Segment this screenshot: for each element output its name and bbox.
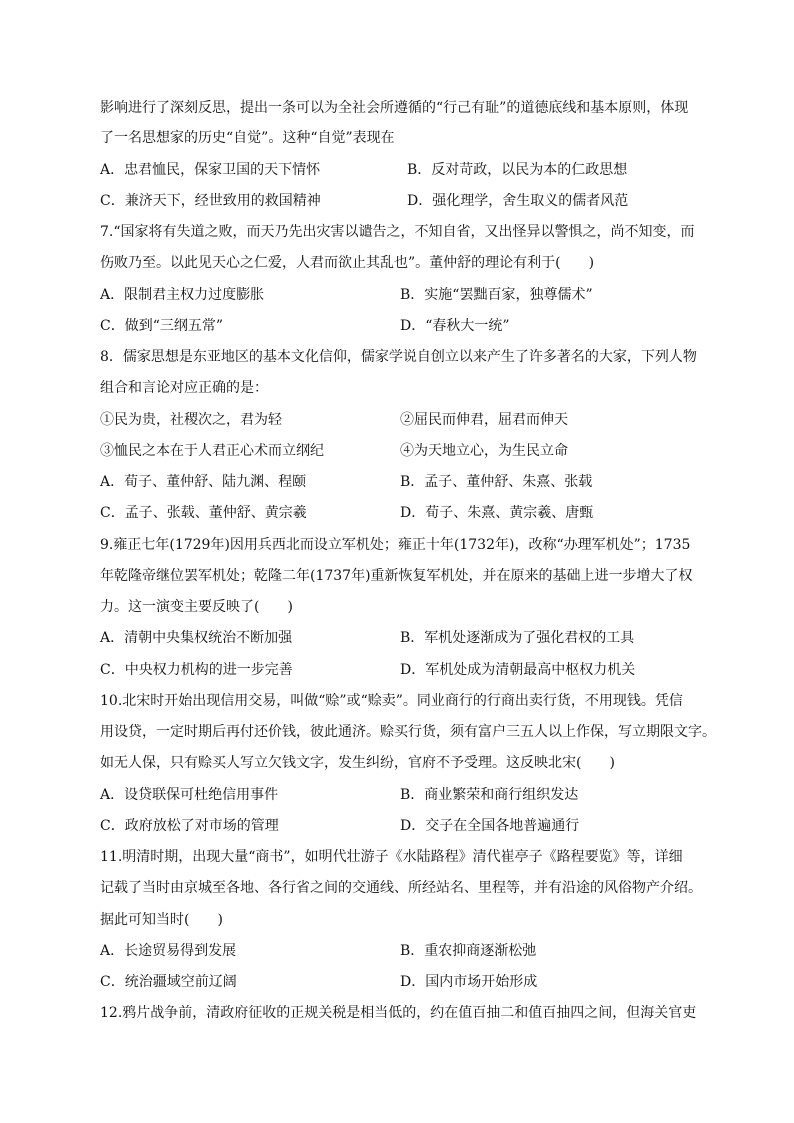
q7-option-b: B．实施“罢黜百家，独尊儒术” [400,287,593,303]
q9-option-b: B．军机处逐渐成为了强化君权的工具 [400,630,635,646]
q9-stem-line-2: 年乾隆帝继位罢军机处；乾隆二年(1737年)重新恢复军机处，并在原来的基础上进一步增大了权 [100,568,693,584]
q11-stem-line-2: 记载了当时由京城至各地、各行省之间的交通线、所经站名、里程等，并有沿途的风俗物产介绍。 [100,880,702,896]
q6-option-b: B．反对苛政，以民为本的仁政思想 [407,162,628,178]
q8-stem-line-1: 8．儒家思想是东亚地区的基本文化信仰，儒家学说自创立以来产生了许多著名的大家，下列人物 [100,349,697,365]
q9-stem-line-3: 力。这一演变主要反映了( ) [100,599,293,615]
q8-option-a: A．荀子、董仲舒、陆九渊、程颐 [100,474,307,490]
q8-item-2: ②屈民而伸君，屈君而伸天 [400,412,568,428]
q11-option-b: B．重农抑商逐渐松弛 [400,943,537,959]
q10-option-d: D．交子在全国各地普遍通行 [400,818,580,834]
q9-option-a: A．清朝中央集权统治不断加强 [100,630,293,646]
q10-option-b: B．商业繁荣和商行组织发达 [400,787,579,803]
q8-item-3: ③恤民之本在于人君正心术而立纲纪 [100,443,324,459]
q7-stem-line-1: 7.“国家将有失道之败，而天乃先出灾害以谴告之，不知自省，又出怪异以警惧之，尚不知变，而 [100,224,695,240]
q8-item-1: ①民为贵，社稷次之，君为轻 [100,412,282,428]
q9-option-d: D．军机处成为清朝最高中枢权力机关 [400,662,636,678]
intro-line-2: 了一名思想家的历史“自觉”。这种“自觉”表现在 [100,130,395,146]
q6-option-a: A．忠君恤民，保家卫国的天下情怀 [100,162,321,178]
q11-option-a: A．长途贸易得到发展 [100,943,237,959]
q7-option-c: C．做到“三纲五常” [100,318,224,334]
q8-item-4: ④为天地立心，为生民立命 [400,443,568,459]
q11-stem-line-3: 据此可知当时( ) [100,912,223,928]
q11-stem-line-1: 11.明清时期，出现大量“商书”，如明代壮游子《水陆路程》清代崔亭子《路程要览》等，详细 [100,849,683,865]
q8-option-c: C．孟子、张载、董仲舒、黄宗羲 [100,505,307,521]
q7-stem-line-2: 伤败乃至。以此见天心之仁爱，人君而欲止其乱也”。董仲舒的理论有利于( ) [100,255,595,271]
q6-option-c: C．兼济天下，经世致用的救国精神 [100,193,321,209]
q7-option-d: D．“春秋大一统” [400,318,510,334]
q10-option-a: A．设贷联保可杜绝信用事件 [100,787,279,803]
q8-stem-line-2: 组合和言论对应正确的是： [100,380,268,396]
q8-option-b: B．孟子、董仲舒、朱熹、张载 [400,474,593,490]
q8-option-d: D．荀子、朱熹、黄宗羲、唐甄 [400,505,594,521]
q9-option-c: C．中央权力机构的进一步完善 [100,662,293,678]
q9-stem-line-1: 9.雍正七年(1729年)因用兵西北而设立军机处；雍正十年(1732年)，改称“办理军机处”；1735 [100,537,691,553]
intro-line-1: 影响进行了深刻反思，提出一条可以为全社会所遵循的“行己有耻”的道德底线和基本原则，体现 [100,100,689,116]
q12-stem-line-1: 12.鸦片战争前，清政府征收的正规关税是相当低的，约在值百抽二和值百抽四之间，但海关官吏 [100,1005,697,1021]
q6-option-d: D．强化理学，舍生取义的儒者风范 [407,193,629,209]
q10-stem-line-3: 如无人保，只有赊买人写立欠钱文字，发生纠纷，官府不予受理。这反映北宋( ) [100,755,615,771]
q11-option-d: D．国内市场开始形成 [400,974,538,990]
q10-stem-line-1: 10.北宋时开始出现信用交易，叫做“赊”或“赊卖”。同业商行的行商出卖行货，不用现钱。凭信 [100,693,683,709]
q10-option-c: C．政府放松了对市场的管理 [100,818,279,834]
q11-option-c: C．统治疆域空前辽阔 [100,974,237,990]
q10-stem-line-2: 用设贷，一定时期后再付还价钱，彼此通济。赊买行货，须有富户三五人以上作保，写立期限文字。 [100,724,716,740]
q7-option-a: A．限制君主权力过度膨胀 [100,287,265,303]
